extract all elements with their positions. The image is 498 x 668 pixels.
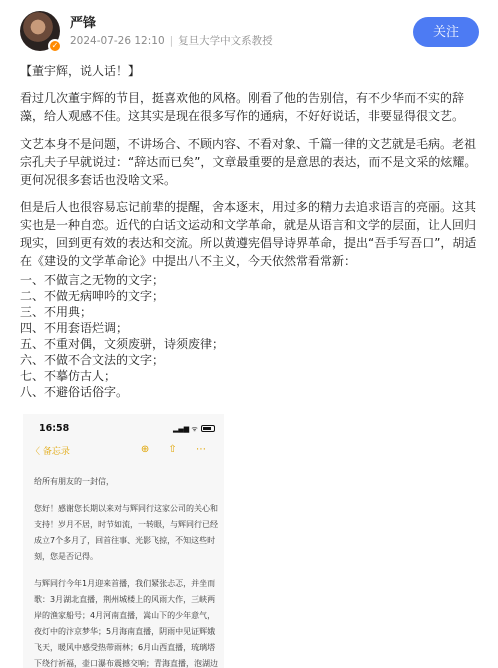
signal-wifi-icon: ▂▄▆ ᯤ [173,425,198,433]
article-title: 【董宇辉，说人话！】 [20,64,141,78]
list-item: 六、不做不合文法的文字； [20,353,165,367]
meta-separator: | [169,35,174,47]
post-date: 2024-07-26 12:10 [70,35,165,47]
verified-badge-icon: ✓ [48,39,62,53]
notes-toolbar-icons: ⊕ ⇧ ⋯ [140,444,214,455]
post-meta [70,33,273,48]
list-item: 七、不摹仿古人； [20,369,117,383]
article-paragraph: 但是后人也很容易忘记前辈的提醒，舍本逐末，用过多的精力去追求语言的亮丽。这其实也是一种自恋。近代的白话文运动和文学革命，就是从语言和文学的层面，让人回归现实，回到更有效的表达和交流。所以黄遵宪倡导诗界革命，提出“吾手写吾口”，胡适在《建设的文学革命论》中提出八不主义，今天依然常看常新： [20,200,477,268]
follow-button[interactable]: 关注 [413,17,479,47]
author-name[interactable]: 严锋 [70,16,97,31]
list-item: 八、不避俗话俗字。 [20,385,129,399]
note-paragraph: 与辉同行今年1月迎来首播，我们紧张忐忑，并坐而歌：3月湖北直播，荆州城楼上的风雨大作，三峡两岸的渔家船号；4月河南直播，嵩山下的少年意气，夜灯中的汴京梦华；5月海南直播，阴雨中见证辉娥飞天，暖风中感受热带雨林；6月山西直播，琉璃塔下绕行祈福，壶口瀑布震撼交响；青海直播，泡湖边 [34,579,218,668]
embedded-phone-screenshot[interactable] [23,414,224,668]
post-header [0,0,498,60]
article-paragraph: 文艺本身不是问题，不讲场合、不顾内容、不看对象、千篇一律的文艺就是毛病。老祖宗孔夫子早就说过：“辞达而已矣”，文章最重要的是意思的表达，而不是文采的炫耀。更何况很多套话也没啥文采。 [20,137,477,187]
note-content [34,474,218,668]
note-paragraph: 给所有朋友的一封信， [34,477,114,486]
note-paragraph: 您好！感谢您长期以来对与辉同行这家公司的关心和支持！岁月不居，时节如流，一转眼，与辉同行已经成立7个多月了，回首往事、光影飞掠，不知这些时刻，您是否记得。 [34,504,218,561]
battery-icon [201,425,215,432]
eight-principles-list [20,272,224,400]
author-identity: 复旦大学中文系教授 [178,35,273,47]
list-item: 三、不用典； [20,305,93,319]
phone-time: 16:58 [39,423,70,434]
phone-status-bar [23,414,224,438]
list-item: 五、不重对偶，文须废骈，诗须废律； [20,337,225,351]
list-item: 四、不用套语烂调； [20,321,129,335]
notes-nav-bar [23,444,224,462]
article-paragraph: 看过几次董宇辉的节目，挺喜欢他的风格。刚看了他的告别信，有不少华而不实的辞藻，给人观感不佳。这其实是现在很多写作的通病，不好好说话，非要显得很文艺。 [20,91,465,123]
notes-back-button: 〈 备忘录 [31,447,70,457]
list-item: 二、不做无病呻吟的文字； [20,289,165,303]
list-item: 一、不做言之无物的文字； [20,273,165,287]
